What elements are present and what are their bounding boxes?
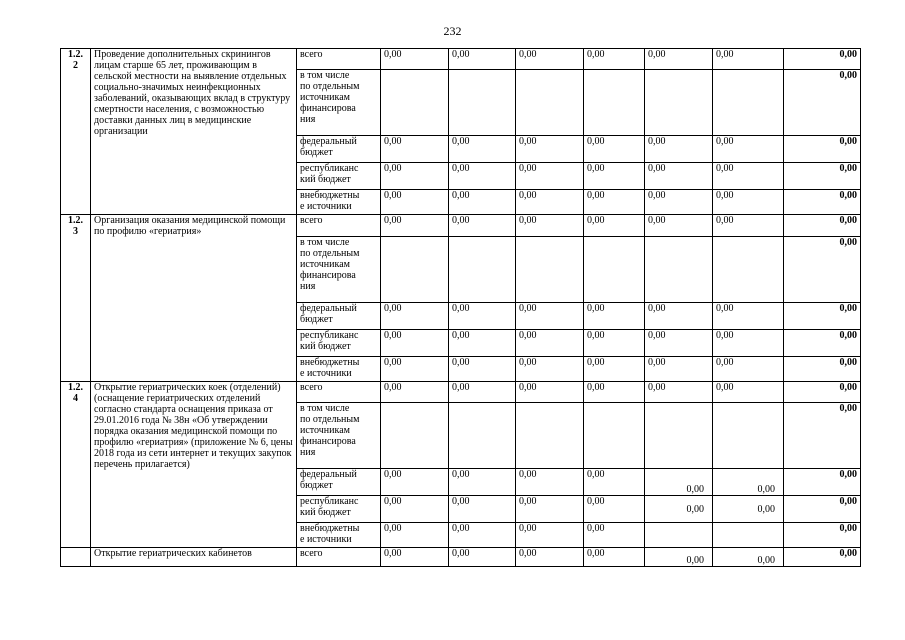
value-cell: 0,00: [516, 163, 584, 190]
value-cell: 0,00: [584, 382, 645, 403]
total-cell: 0,00: [784, 469, 861, 496]
total-cell: 0,00: [784, 136, 861, 163]
source-label: республиканс кий бюджет: [297, 330, 381, 357]
source-label: в том числе по отдельным источникам финансирова ния: [297, 70, 381, 136]
value-cell: 0,00: [381, 163, 449, 190]
table-row: [61, 382, 861, 403]
value-cell: 0,00: [381, 548, 449, 567]
value-cell: 0,00: [713, 469, 784, 496]
value-cell: 0,00: [713, 303, 784, 330]
value-cell: 0,00: [381, 523, 449, 548]
value-cell: 0,00: [516, 523, 584, 548]
value-cell: 0,00: [516, 215, 584, 237]
total-cell: 0,00: [784, 303, 861, 330]
value-cell: 0,00: [516, 469, 584, 496]
value-cell: 0,00: [584, 469, 645, 496]
value-cell: 0,00: [449, 496, 516, 523]
value-cell: 0,00: [713, 163, 784, 190]
source-label: всего: [297, 49, 381, 70]
value-cell: 0,00: [713, 548, 784, 567]
value-cell: 0,00: [449, 136, 516, 163]
source-label: всего: [297, 548, 381, 567]
total-cell: 0,00: [784, 190, 861, 215]
item-name: Организация оказания медицинской помощи по профилю «гериатрия»: [91, 215, 297, 382]
total-cell: 0,00: [784, 403, 861, 469]
value-cell: 0,00: [584, 548, 645, 567]
value-cell: 0,00: [516, 190, 584, 215]
total-cell: 0,00: [784, 163, 861, 190]
value-cell: 0,00: [713, 190, 784, 215]
value-cell: 0,00: [713, 330, 784, 357]
value-cell: 0,00: [381, 215, 449, 237]
total-cell: 0,00: [784, 330, 861, 357]
value-cell: 0,00: [449, 357, 516, 382]
source-label: республиканс кий бюджет: [297, 163, 381, 190]
value-cell: 0,00: [449, 190, 516, 215]
value-cell: 0,00: [645, 382, 713, 403]
total-cell: 0,00: [784, 49, 861, 70]
value-cell: 0,00: [381, 49, 449, 70]
item-name: Открытие гериатрических кабинетов: [91, 548, 297, 567]
value-cell: 0,00: [584, 496, 645, 523]
total-cell: 0,00: [784, 382, 861, 403]
source-label: внебюджетны е источники: [297, 357, 381, 382]
value-cell: 0,00: [584, 357, 645, 382]
value-cell: 0,00: [713, 382, 784, 403]
value-cell: 0,00: [381, 496, 449, 523]
value-cell: 0,00: [645, 330, 713, 357]
value-cell: 0,00: [645, 190, 713, 215]
item-code: 1.2. 2: [61, 49, 91, 215]
total-cell: 0,00: [784, 523, 861, 548]
value-cell: 0,00: [645, 303, 713, 330]
value-cell: 0,00: [516, 382, 584, 403]
value-cell: 0,00: [449, 548, 516, 567]
value-cell: 0,00: [449, 163, 516, 190]
item-code: 1.2. 4: [61, 382, 91, 548]
value-cell: 0,00: [645, 163, 713, 190]
value-cell: 0,00: [449, 330, 516, 357]
table-row: [61, 215, 861, 237]
total-cell: 0,00: [784, 357, 861, 382]
value-cell: 0,00: [645, 49, 713, 70]
value-cell: 0,00: [381, 469, 449, 496]
value-cell: 0,00: [381, 303, 449, 330]
value-cell: 0,00: [584, 523, 645, 548]
value-cell: 0,00: [645, 548, 713, 567]
value-cell: 0,00: [516, 136, 584, 163]
value-cell: 0,00: [645, 357, 713, 382]
value-cell: 0,00: [713, 215, 784, 237]
value-cell: 0,00: [713, 357, 784, 382]
total-cell: 0,00: [784, 237, 861, 303]
source-label: всего: [297, 215, 381, 237]
source-label: внебюджетны е источники: [297, 523, 381, 548]
total-cell: 0,00: [784, 70, 861, 136]
value-cell: 0,00: [449, 469, 516, 496]
source-label: внебюджетны е источники: [297, 190, 381, 215]
value-cell: 0,00: [584, 49, 645, 70]
value-cell: 0,00: [713, 496, 784, 523]
value-cell: 0,00: [584, 163, 645, 190]
value-cell: 0,00: [449, 303, 516, 330]
value-cell: 0,00: [381, 136, 449, 163]
source-label: республиканс кий бюджет: [297, 496, 381, 523]
budget-table: [60, 48, 861, 567]
value-cell: 0,00: [584, 330, 645, 357]
value-cell: 0,00: [713, 49, 784, 70]
source-label: в том числе по отдельным источникам финансирова ния: [297, 237, 381, 303]
total-cell: 0,00: [784, 496, 861, 523]
source-label: федеральный бюджет: [297, 136, 381, 163]
value-cell: 0,00: [584, 136, 645, 163]
value-cell: 0,00: [516, 496, 584, 523]
value-cell: 0,00: [381, 330, 449, 357]
source-label: всего: [297, 382, 381, 403]
total-cell: 0,00: [784, 215, 861, 237]
value-cell: 0,00: [584, 215, 645, 237]
source-label: федеральный бюджет: [297, 469, 381, 496]
value-cell: 0,00: [516, 357, 584, 382]
item-code: 1.2. 3: [61, 215, 91, 382]
value-cell: 0,00: [381, 190, 449, 215]
page-number: 232: [443, 24, 462, 38]
value-cell: 0,00: [449, 49, 516, 70]
value-cell: 0,00: [645, 136, 713, 163]
item-name: Открытие гериатрических коек (отделений) (оснащение гериатрических отделений согласно стандарта оснащения приказа от 29.01.2016 года № 38н «Об утверждении порядка оказания медицинской помощи по профилю «гериатрия» (приложение № 6, цены 2018 года из сети интернет и текущих закупок перечень прилагается): [91, 382, 297, 548]
source-label: федеральный бюджет: [297, 303, 381, 330]
value-cell: 0,00: [713, 136, 784, 163]
item-code: [61, 548, 91, 567]
value-cell: 0,00: [381, 382, 449, 403]
value-cell: 0,00: [516, 49, 584, 70]
source-label: в том числе по отдельным источникам финансирова ния: [297, 403, 381, 469]
value-cell: 0,00: [584, 190, 645, 215]
item-name: Проведение дополнительных скринингов лицам старше 65 лет, проживающим в сельской местности на выявление отдельных социально-значимых неинфекционных заболеваний, оказывающих вклад в структуру смертности населения, с возможностью доставки данных лиц в медицинские организации: [91, 49, 297, 215]
value-cell: 0,00: [645, 496, 713, 523]
value-cell: 0,00: [516, 303, 584, 330]
value-cell: 0,00: [449, 523, 516, 548]
table-row: [61, 49, 861, 70]
value-cell: 0,00: [516, 548, 584, 567]
value-cell: 0,00: [381, 357, 449, 382]
value-cell: 0,00: [449, 382, 516, 403]
value-cell: 0,00: [449, 215, 516, 237]
value-cell: 0,00: [516, 330, 584, 357]
value-cell: 0,00: [584, 303, 645, 330]
total-cell: 0,00: [784, 548, 861, 567]
value-cell: 0,00: [645, 469, 713, 496]
value-cell: 0,00: [645, 215, 713, 237]
table-row: [61, 548, 861, 567]
